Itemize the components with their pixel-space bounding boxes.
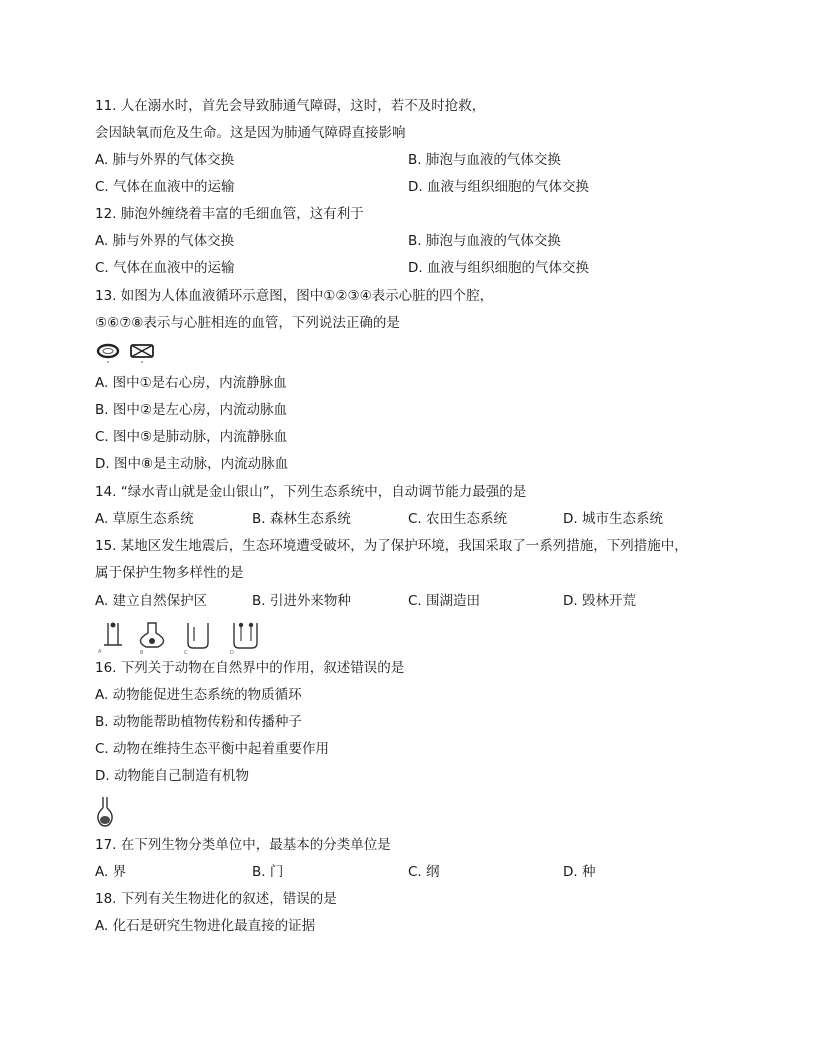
q15-option-b: B. 引进外来物种 (252, 593, 351, 609)
q14-option-c: C. 农田生态系统 (408, 511, 508, 527)
q18-option-a: A. 化石是研究生物进化最直接的证据 (95, 918, 316, 934)
svg-text:A: A (98, 649, 102, 655)
q17-option-a: A. 界 (95, 864, 127, 880)
flask-icon (96, 796, 114, 828)
q11-option-a: A. 肺与外界的气体交换 (95, 152, 235, 168)
svg-text:C: C (184, 650, 188, 655)
q16-option-b: B. 动物能帮助植物传粉和传播种子 (95, 714, 302, 730)
q11-option-c: C. 气体在血液中的运输 (95, 179, 235, 195)
q13-option-c: C. 图中⑤是肺动脉，内流静脉血 (95, 429, 288, 445)
q16-option-c: C. 动物在维持生态平衡中起着重要作用 (95, 741, 330, 757)
q18-stem-line1: 18. 下列有关生物进化的叙述，错误的是 (95, 891, 337, 907)
q13-option-a: A. 图中①是右心房，内流静脉血 (95, 375, 287, 391)
q14-stem-line1: 14. “绿水青山就是金山银山”，下列生态系统中，自动调节能力最强的是 (95, 484, 527, 500)
q17-option-c: C. 纲 (408, 864, 440, 880)
q16-option-a: A. 动物能促进生态系统的物质循环 (95, 687, 302, 703)
q17-stem-line1: 17. 在下列生物分类单位中，最基本的分类单位是 (95, 837, 391, 853)
q11-stem-line1: 11. 人在溺水时，首先会导致肺通气障碍，这时，若不及时抢救， (95, 98, 486, 114)
q13-stem-line2: ⑤⑥⑦⑧表示与心脏相连的血管，下列说法正确的是 (95, 315, 400, 331)
q16-stem-line1: 16. 下列关于动物在自然界中的作用，叙述错误的是 (95, 660, 405, 676)
q11-option-b: B. 肺泡与血液的气体交换 (408, 152, 561, 168)
q12-option-a: A. 肺与外界的气体交换 (95, 233, 235, 249)
q17-option-b: B. 门 (252, 864, 284, 880)
q12-option-d: D. 血液与组织细胞的气体交换 (408, 260, 589, 276)
q15-option-c: C. 围湖造田 (408, 593, 481, 609)
q17-option-d: D. 种 (563, 864, 596, 880)
q11-stem-line2: 会因缺氧而危及生命。这是因为肺通气障碍直接影响 (95, 125, 406, 141)
q12-option-c: C. 气体在血液中的运输 (95, 260, 235, 276)
svg-text:D: D (230, 650, 234, 655)
q16-option-d: D. 动物能自己制造有机物 (95, 768, 249, 784)
q12-option-b: B. 肺泡与血液的气体交换 (408, 233, 561, 249)
q14-option-b: B. 森林生态系统 (252, 511, 351, 527)
svg-text:B: B (140, 650, 144, 655)
q12-stem-line1: 12. 肺泡外缠绕着丰富的毛细血管，这有利于 (95, 206, 364, 222)
q15-option-a: A. 建立自然保护区 (95, 593, 208, 609)
q13-stem-line1: 13. 如图为人体血液循环示意图，图中①②③④表示心脏的四个腔， (95, 288, 494, 304)
q15-option-d: D. 毁林开荒 (563, 593, 636, 609)
q15-stem-line1: 15. 某地区发生地震后，生态环境遭受破坏，为了保护环境，我国采取了一系列措施，下列措施中， (95, 538, 688, 554)
q14-option-a: A. 草原生态系统 (95, 511, 194, 527)
q13-option-d: D. 图中⑧是主动脉，内流动脉血 (95, 456, 289, 472)
q11-option-d: D. 血液与组织细胞的气体交换 (408, 179, 589, 195)
q15-stem-line2: 属于保护生物多样性的是 (95, 565, 244, 581)
q14-option-d: D. 城市生态系统 (563, 511, 663, 527)
q13-option-b: B. 图中②是左心房，内流动脉血 (95, 402, 287, 418)
heart-circulation-diagram-icon (96, 342, 160, 366)
lab-apparatus-strip-icon (96, 617, 272, 655)
